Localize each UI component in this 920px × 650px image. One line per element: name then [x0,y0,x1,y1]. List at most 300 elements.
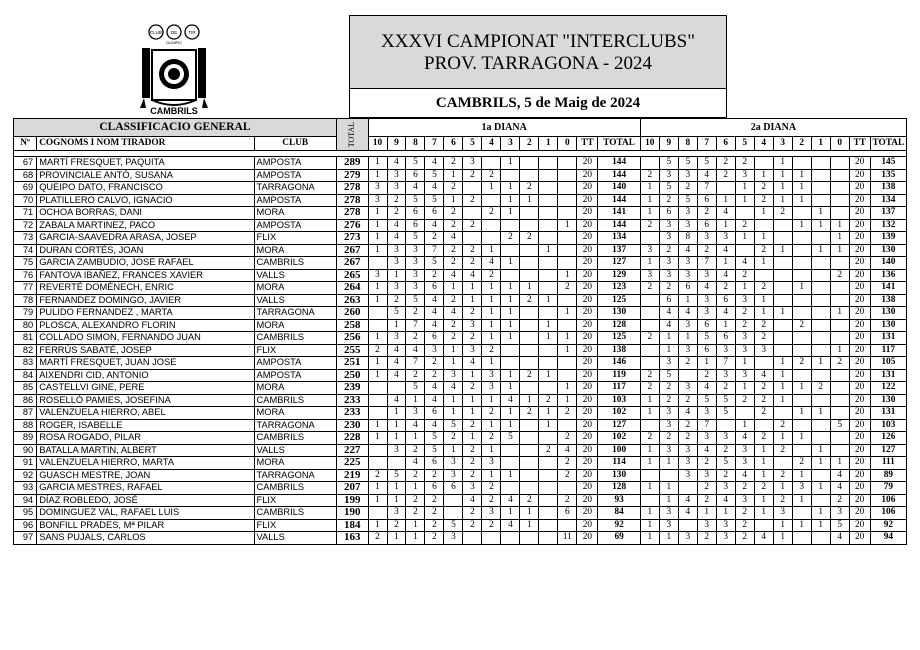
d2-score-cell: 135 [870,169,906,182]
d1-score-cell: 129 [598,269,640,282]
d2-score-cell [640,494,659,507]
grand-total: 233 [336,407,368,420]
shooter-name: MARTÍ FRESQUET, PAQUITA [37,157,254,170]
d1-score-cell: 2 [444,244,463,257]
d2-score-cell: 20 [849,457,870,470]
d2-score-cell: 3 [697,269,716,282]
d1-score-cell: 138 [598,344,640,357]
grand-total: 265 [336,269,368,282]
d1-score-cell [558,207,577,220]
d1-score-cell [482,219,501,232]
row-number: 68 [14,169,37,182]
d2-score-cell: 20 [849,194,870,207]
d1-score-cell: 5 [406,382,425,395]
d2-score-cell: 1 [792,282,811,295]
d2-score-cell [640,232,659,245]
d2-score-cell: 20 [849,444,870,457]
d1-score-cell: 2 [520,494,539,507]
d2-score-cell [811,532,830,545]
d2-score-cell: 2 [678,182,697,195]
shooter-name: VALENZUELA HIERRO, MARTA [37,457,254,470]
d2-score-cell: 20 [849,207,870,220]
d1-score-cell [520,244,539,257]
d2-score-cell [811,494,830,507]
d1-score-cell [558,157,577,170]
d2-score-cell: 3 [735,457,754,470]
d2-score-cell: 2 [773,419,792,432]
d2-score-cell: 3 [697,232,716,245]
table-row [14,519,907,532]
d1-score-cell: 1 [501,257,520,270]
d1-score-cell: 2 [558,457,577,470]
d2-score-col-header: 7 [697,137,716,151]
d2-score-cell: 3 [697,407,716,420]
d1-score-cell: 4 [444,269,463,282]
grand-total: 267 [336,244,368,257]
d2-score-cell: 3 [659,419,678,432]
d2-score-cell: 1 [773,382,792,395]
d2-score-cell: 2 [716,282,735,295]
d1-score-cell: 144 [598,219,640,232]
d1-score-cell: 2 [387,519,406,532]
d1-score-cell: 1 [444,444,463,457]
d2-score-cell: 2 [735,269,754,282]
d2-score-cell: 5 [697,394,716,407]
d1-score-cell: 2 [425,519,444,532]
d2-score-cell: 3 [659,169,678,182]
d1-score-cell: 1 [368,207,387,220]
d2-score-cell: 1 [735,382,754,395]
grand-total: 273 [336,232,368,245]
d2-score-cell: 3 [735,344,754,357]
d2-score-cell: 6 [659,207,678,220]
d2-score-cell: 2 [678,394,697,407]
d1-score-cell: 1 [558,307,577,320]
d1-score-cell [539,519,558,532]
d2-score-col-header: TT [849,137,870,151]
d2-score-cell: 1 [811,519,830,532]
grand-total: 289 [336,157,368,170]
d1-score-cell: 1 [520,519,539,532]
d1-score-cell: 128 [598,482,640,495]
d1-score-cell [558,244,577,257]
club-logo [134,24,214,116]
d1-score-cell: 20 [577,157,598,170]
d2-score-cell: 4 [697,169,716,182]
d1-score-cell: 1 [368,369,387,382]
d2-score-cell [792,257,811,270]
diana1-header: 1a DIANA [368,119,640,137]
grand-total: 219 [336,469,368,482]
d1-score-cell [539,469,558,482]
d1-score-cell: 2 [463,257,482,270]
d1-score-cell: 2 [482,407,501,420]
d1-score-cell: 114 [598,457,640,470]
d1-score-cell [520,432,539,445]
d1-score-cell [539,457,558,470]
d2-score-cell: 1 [640,182,659,195]
d1-score-cell: 4 [387,394,406,407]
d1-score-cell: 20 [577,207,598,220]
d2-score-cell: 111 [870,457,906,470]
d2-score-cell: 1 [640,194,659,207]
club-name: MORA [254,207,336,220]
shooter-name: PLOSCA, ALEXANDRO FLORIN [37,319,254,332]
d1-score-cell: 3 [463,344,482,357]
d1-score-cell: 1 [482,469,501,482]
d1-score-cell: 5 [425,169,444,182]
d1-score-cell: 5 [425,257,444,270]
d2-score-cell: 1 [811,457,830,470]
club-name: FLIX [254,494,336,507]
d2-score-cell [830,444,849,457]
d1-score-cell: 2 [444,207,463,220]
d2-score-cell [773,257,792,270]
d2-score-cell: 20 [849,307,870,320]
d2-score-cell: 2 [830,357,849,370]
d2-score-cell: 4 [716,494,735,507]
d1-score-cell: 2 [558,407,577,420]
d1-score-cell: 2 [444,157,463,170]
d2-score-cell: 3 [716,369,735,382]
d1-score-cell: 117 [598,382,640,395]
club-name: FLIX [254,344,336,357]
table-row [14,482,907,495]
d1-score-cell: 2 [425,532,444,545]
d2-score-cell: 1 [773,357,792,370]
shooter-name: AIXENDRI CID, ANTONIO [37,369,254,382]
table-row [14,357,907,370]
d1-score-cell: 5 [425,444,444,457]
d2-score-cell [830,369,849,382]
d1-score-col-header: 0 [558,137,577,151]
d1-score-cell: 20 [577,494,598,507]
d2-score-cell [640,469,659,482]
club-name: AMPOSTA [254,369,336,382]
grand-total: 184 [336,519,368,532]
shooter-name: VALENZUELA HIERRO, ABEL [37,407,254,420]
d2-score-cell: 3 [678,257,697,270]
d2-score-cell: 94 [870,532,906,545]
club-name: AMPOSTA [254,169,336,182]
d2-score-cell: 3 [697,469,716,482]
row-number: 88 [14,419,37,432]
d2-score-cell: 8 [678,232,697,245]
d1-score-cell [368,257,387,270]
d2-score-cell: 1 [754,507,773,520]
d2-score-cell: 5 [678,157,697,170]
d2-score-cell: 4 [754,532,773,545]
club-name: AMPOSTA [254,157,336,170]
d2-score-cell: 20 [849,519,870,532]
d1-score-cell: 4 [425,307,444,320]
d2-score-cell: 2 [659,394,678,407]
grand-total: 225 [336,457,368,470]
d1-score-cell [539,482,558,495]
d2-score-cell: 3 [659,269,678,282]
d1-score-cell: 1 [501,207,520,220]
d2-score-cell [678,369,697,382]
d1-score-cell: 1 [387,407,406,420]
d2-score-cell [811,257,830,270]
d1-score-cell [520,344,539,357]
d2-score-cell [640,319,659,332]
d1-score-cell [558,257,577,270]
grand-total: 227 [336,444,368,457]
d2-score-cell: 5 [678,194,697,207]
d2-score-cell: 1 [754,444,773,457]
d2-score-cell [830,194,849,207]
d2-score-cell [811,419,830,432]
d2-score-cell: 130 [870,394,906,407]
d2-score-cell: 2 [773,494,792,507]
d2-score-cell: 1 [659,344,678,357]
d2-score-cell: 7 [716,357,735,370]
d2-score-cell [811,319,830,332]
d2-score-cell: 2 [697,457,716,470]
d1-score-cell: 1 [482,307,501,320]
shooter-name: BATALLA MARTIN, ALBERT [37,444,254,457]
d1-score-cell [520,269,539,282]
d2-score-cell: 92 [870,519,906,532]
d2-score-cell: 1 [811,507,830,520]
d2-score-cell: 2 [716,169,735,182]
d2-score-cell: 20 [849,419,870,432]
d2-score-cell [811,469,830,482]
d1-score-cell: 2 [482,344,501,357]
d1-score-cell: 2 [520,294,539,307]
table-row [14,369,907,382]
d1-score-cell: 1 [368,169,387,182]
d1-score-cell: 20 [577,469,598,482]
d1-score-cell: 3 [444,369,463,382]
d2-score-cell: 2 [678,432,697,445]
d2-score-cell: 5 [659,182,678,195]
d1-score-cell: 1 [368,332,387,345]
row-number: 92 [14,469,37,482]
d2-score-cell: 1 [811,207,830,220]
d1-score-cell [558,294,577,307]
shooter-name: DOMINGUEZ VAL, RAFAEL LUIS [37,507,254,520]
d2-score-cell [678,482,697,495]
d1-score-cell [520,319,539,332]
d2-score-cell [792,307,811,320]
row-number: 86 [14,394,37,407]
d1-score-cell [558,182,577,195]
d2-score-cell: 141 [870,282,906,295]
row-number: 74 [14,244,37,257]
shooter-name: REVERTÉ DOMÈNECH, ENRIC [37,282,254,295]
d2-score-cell: 2 [716,469,735,482]
d2-score-cell: 3 [659,357,678,370]
d2-score-col-header: TOTAL [870,137,906,151]
d1-score-cell [539,357,558,370]
table-row [14,507,907,520]
classification-title: CLASSIFICACIO GENERAL [14,119,337,137]
d1-score-cell: 2 [463,332,482,345]
d1-score-cell: 2 [463,519,482,532]
d1-score-cell: 3 [482,382,501,395]
d2-score-cell [792,444,811,457]
d2-score-cell: 3 [659,219,678,232]
d1-score-cell [368,444,387,457]
d2-score-cell: 3 [697,432,716,445]
logo-town: CAMBRILS [150,106,198,116]
d2-score-cell [792,394,811,407]
d2-score-cell: 1 [754,469,773,482]
d1-score-cell: 20 [577,257,598,270]
d2-score-cell: 105 [870,357,906,370]
table-row [14,269,907,282]
d1-score-cell: 69 [598,532,640,545]
d2-score-cell: 3 [678,219,697,232]
d1-score-cell: 20 [577,282,598,295]
d2-score-cell: 7 [697,419,716,432]
table-row [14,319,907,332]
d1-score-cell [520,157,539,170]
d2-score-cell: 3 [678,207,697,220]
d1-score-cell: 2 [406,332,425,345]
d1-score-cell: 1 [368,519,387,532]
d2-score-cell: 1 [716,507,735,520]
d1-score-cell: 3 [387,282,406,295]
d1-score-cell: 2 [444,432,463,445]
d2-score-cell: 4 [678,494,697,507]
shooter-name: GUASCH MESTRE, JOAN [37,469,254,482]
d2-score-cell: 1 [792,469,811,482]
shooter-name: FANTOVA IBAÑEZ, FRANCES XAVIER [37,269,254,282]
d1-score-cell [501,169,520,182]
d1-score-cell: 1 [444,194,463,207]
d2-score-cell: 1 [792,182,811,195]
grand-total: 278 [336,194,368,207]
d2-score-cell: 1 [773,307,792,320]
d1-score-cell: 2 [520,369,539,382]
d1-score-cell: 4 [501,494,520,507]
shooter-name: CASTELLVI GINE, PERE [37,382,254,395]
d1-score-cell: 20 [577,444,598,457]
row-number: 73 [14,232,37,245]
d1-score-cell: 3 [406,282,425,295]
d1-score-cell: 1 [463,282,482,295]
d2-score-cell [773,319,792,332]
d1-score-cell: 2 [425,469,444,482]
d2-score-cell: 2 [735,307,754,320]
d2-score-cell: 1 [640,532,659,545]
d2-score-cell: 137 [870,207,906,220]
d1-score-cell [558,169,577,182]
d2-score-cell: 3 [678,169,697,182]
table-row [14,407,907,420]
d1-score-cell: 1 [482,282,501,295]
shooter-name: ROGER, ISABELLE [37,419,254,432]
d1-score-cell: 1 [482,319,501,332]
d2-score-cell: 106 [870,494,906,507]
d1-score-cell: 1 [387,482,406,495]
d2-score-cell: 3 [716,482,735,495]
d2-score-cell: 3 [640,269,659,282]
d1-score-cell: 141 [598,207,640,220]
d1-score-cell: 1 [368,157,387,170]
d1-score-cell: 1 [463,394,482,407]
d1-score-cell: 5 [406,294,425,307]
d2-score-cell: 3 [716,344,735,357]
d1-score-cell [368,457,387,470]
d2-score-cell: 20 [849,157,870,170]
d2-score-cell [773,407,792,420]
d2-score-cell: 132 [870,219,906,232]
d1-score-cell: 20 [577,194,598,207]
d1-score-cell: 2 [368,469,387,482]
d2-score-cell: 5 [716,407,735,420]
d1-score-cell [539,232,558,245]
d2-score-cell: 2 [659,244,678,257]
d1-score-cell: 1 [501,157,520,170]
grand-total: 255 [336,344,368,357]
d1-score-cell [558,419,577,432]
table-row [14,294,907,307]
d2-score-cell: 2 [754,482,773,495]
grand-total: 260 [336,307,368,320]
d2-score-cell [830,432,849,445]
d2-score-col-header: 2 [792,137,811,151]
d1-score-cell: 137 [598,244,640,257]
d2-score-cell: 2 [754,382,773,395]
d1-score-cell: 119 [598,369,640,382]
d2-score-cell: 3 [678,382,697,395]
d2-score-cell: 2 [716,382,735,395]
d1-score-cell: 6 [425,482,444,495]
d2-score-cell: 2 [735,532,754,545]
d1-score-cell: 3 [368,194,387,207]
d1-score-cell: 128 [598,319,640,332]
d2-score-cell: 1 [754,232,773,245]
d2-score-cell: 1 [830,344,849,357]
d2-score-cell [773,332,792,345]
d1-score-cell: 2 [425,232,444,245]
d2-score-cell [754,357,773,370]
d2-score-cell: 1 [716,219,735,232]
row-number: 90 [14,444,37,457]
d1-score-cell [558,357,577,370]
d2-score-cell: 2 [697,482,716,495]
d2-score-cell: 2 [659,194,678,207]
d1-score-cell [520,307,539,320]
d2-score-cell: 2 [697,244,716,257]
d1-score-cell: 1 [463,294,482,307]
d2-score-cell [773,344,792,357]
d1-score-cell: 20 [577,344,598,357]
d1-score-cell: 4 [425,394,444,407]
d1-score-cell: 2 [463,169,482,182]
d2-score-cell: 139 [870,232,906,245]
d2-score-cell: 1 [735,357,754,370]
d1-score-cell: 2 [482,169,501,182]
d1-score-cell: 2 [406,307,425,320]
club-name: FLIX [254,519,336,532]
d2-score-cell: 5 [830,419,849,432]
d2-score-cell [640,357,659,370]
d1-score-cell [558,519,577,532]
d1-score-cell: 1 [463,432,482,445]
d2-score-cell [830,257,849,270]
row-number: 85 [14,382,37,395]
d1-score-cell: 3 [387,332,406,345]
grand-total: 267 [336,257,368,270]
table-row [14,532,907,545]
d1-score-cell: 2 [463,382,482,395]
d2-score-cell: 1 [773,369,792,382]
